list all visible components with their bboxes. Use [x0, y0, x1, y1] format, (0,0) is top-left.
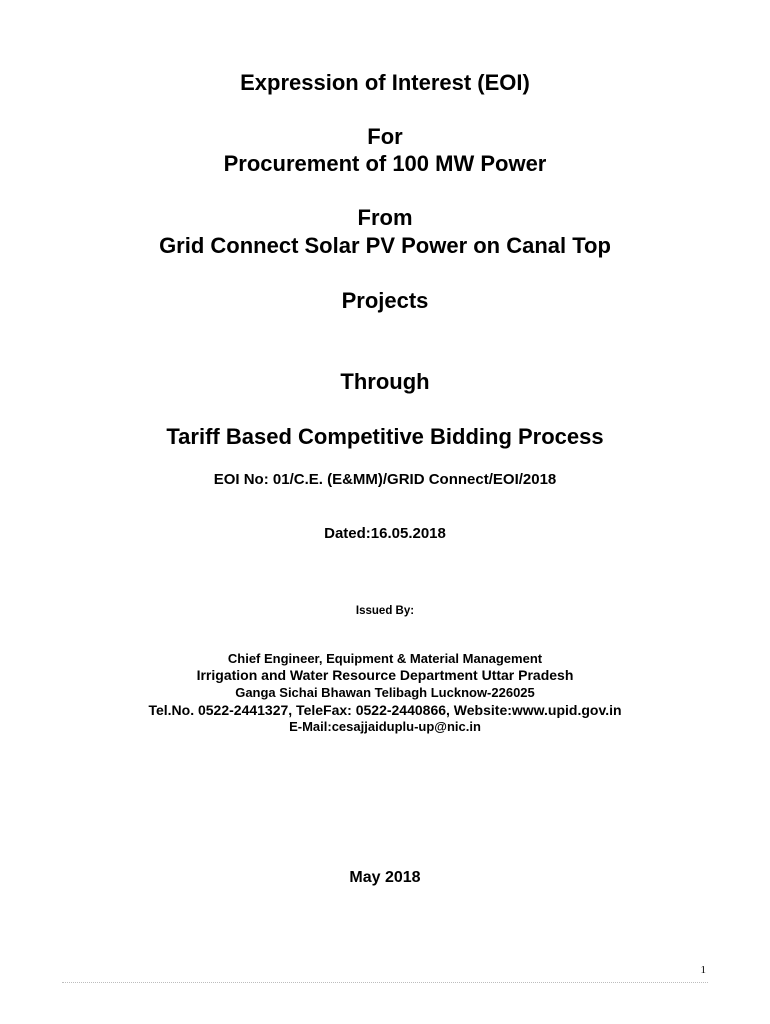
eoi-number: EOI No: 01/C.E. (E&MM)/GRID Connect/EOI/2018	[213, 471, 557, 488]
footer-date: May 2018	[349, 869, 421, 886]
title-from: From	[357, 205, 413, 230]
issuer-contact: Tel.No. 0522-2441327, TeleFax: 0522-2440866, Website:www.upid.gov.in	[148, 702, 622, 718]
issued-by-label: Issued By:	[355, 605, 415, 617]
footer-divider	[62, 982, 708, 983]
title-bidding-process: Tariff Based Competitive Bidding Process	[166, 424, 604, 449]
title-projects: Projects	[341, 288, 429, 313]
issuer-office: Chief Engineer, Equipment & Material Management	[227, 651, 543, 666]
document-title: Expression of Interest (EOI)	[240, 70, 530, 95]
page-number: 1	[700, 964, 706, 976]
title-procurement: Procurement of 100 MW Power	[223, 151, 547, 176]
issuer-email: E-Mail:cesajjaiduplu-up@nic.in	[289, 719, 481, 734]
eoi-date: Dated:16.05.2018	[324, 525, 446, 542]
title-solar-pv: Grid Connect Solar PV Power on Canal Top	[159, 233, 611, 258]
title-through: Through	[340, 369, 430, 394]
title-for: For	[367, 124, 403, 149]
issuer-address: Ganga Sichai Bhawan Telibagh Lucknow-226025	[235, 685, 535, 700]
issuer-department: Irrigation and Water Resource Department Uttar Pradesh	[196, 667, 574, 683]
